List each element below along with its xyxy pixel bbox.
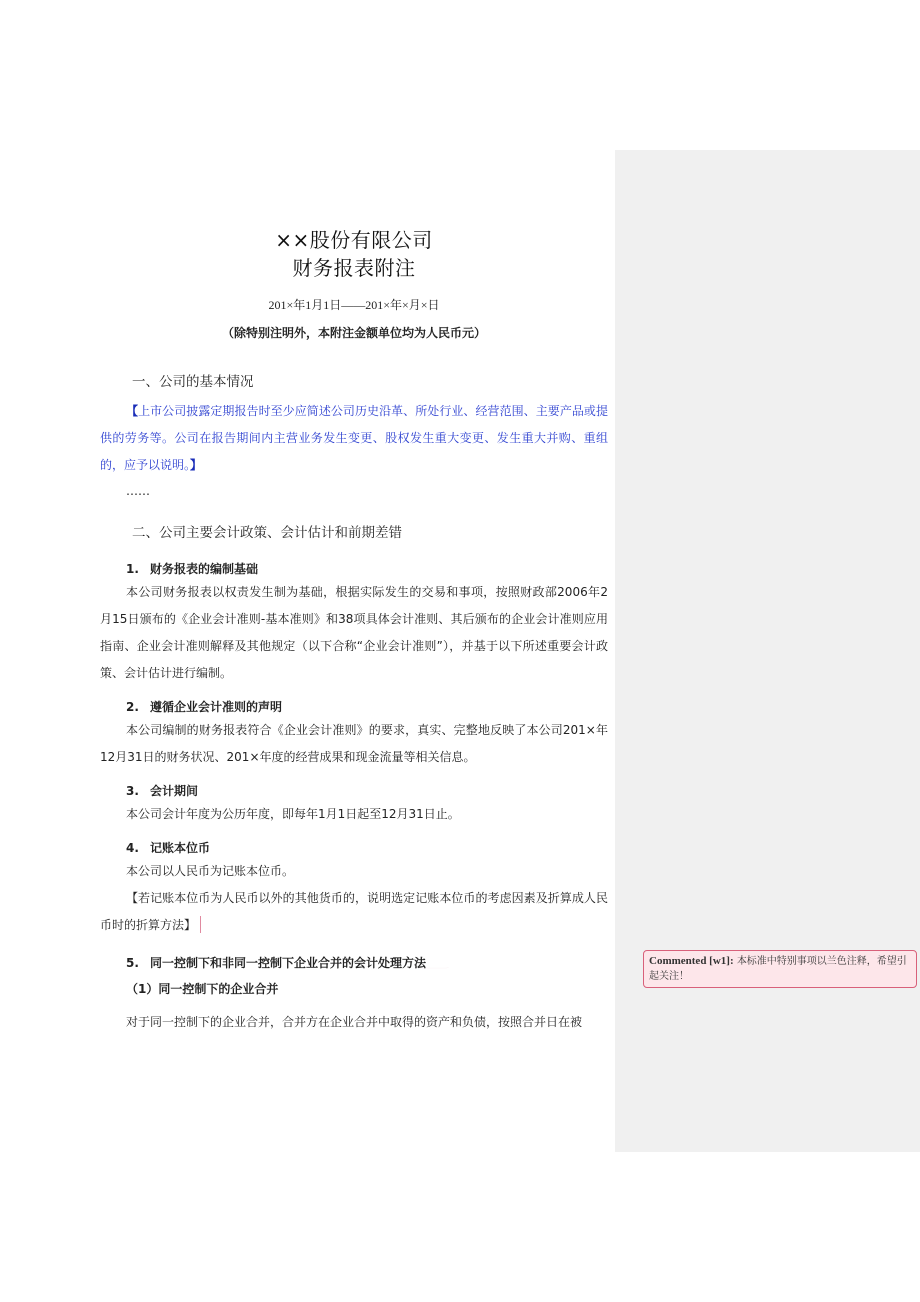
comment-anchor-marker[interactable] [200, 916, 201, 933]
item-4-text: 本公司以人民币为记账本位币。 [126, 864, 295, 878]
section-1-note-body: 上市公司披露定期报告时至少应简述公司历史沿革、所处行业、经营范围、主要产品或提供的劳务等。公司在报告期间内主营业务发生变更、股权发生重大变更、发生重大并购、重组的，应予以说明。 [100, 404, 608, 472]
item-4-title: 记账本位币 [150, 841, 211, 855]
item-1-heading [100, 559, 608, 579]
item-3-number: 3. [126, 784, 139, 798]
unit-note: （除特别注明外，本附注金额单位均为人民币元） [221, 326, 486, 340]
comment-connector-line [226, 968, 642, 969]
item-3-title: 会计期间 [150, 784, 199, 798]
ellipsis: …… [126, 484, 150, 498]
item-1-number: 1. [126, 562, 139, 576]
item-1-title: 财务报表的编制基础 [150, 562, 259, 576]
section-1-note [100, 398, 608, 479]
item-5-subheading: （1）同一控制下的企业合并 [126, 982, 279, 996]
item-3-text: 本公司会计年度为公历年度，即每年1月1日起至12月31日止。 [126, 807, 460, 821]
item-4-note [100, 885, 608, 939]
item-1-text: 本公司财务报表以权责发生制为基础，根据实际发生的交易和事项，按照财政部2006年2月15日颁布的《企业会计准则-基本准则》和38项具体会计准则、其后颁布的企业会计准则应用指南、企业会计准则解释及其他规定（以下合称“企业会计准则”），并基于以下所述重要会计政策、会计估计进行编制。 [100, 585, 608, 680]
item-3-heading [100, 781, 608, 801]
item-4-note-text: 【若记账本位币为人民币以外的其他货币的，说明选定记账本位币的考虑因素及折算成人民币时的折算方法】 [100, 891, 608, 932]
item-5-text: 对于同一控制下的企业合并，合并方在企业合并中取得的资产和负债，按照合并日在被 [126, 1015, 583, 1029]
item-5-number: 5. [126, 956, 139, 970]
note-open-bracket: 【 [126, 404, 139, 418]
item-4-number: 4. [126, 841, 139, 855]
company-title: ××股份有限公司 [275, 228, 433, 252]
item-5-heading [100, 953, 608, 973]
report-period: 201×年1月1日——201×年×月×日 [268, 298, 440, 312]
item-4-heading [100, 838, 608, 858]
report-title: 财务报表附注 [292, 256, 416, 280]
section-2-heading: 二、公司主要会计政策、会计估计和前期差错 [132, 525, 402, 541]
comment-balloon[interactable] [643, 950, 917, 988]
item-5-title: 同一控制下和非同一控制下企业合并的会计处理方法 [150, 956, 427, 970]
note-close-bracket: 】 [190, 458, 203, 472]
section-1-heading: 一、公司的基本情况 [132, 374, 254, 390]
document-page [100, 226, 608, 1036]
item-2-title: 遵循企业会计准则的声明 [150, 700, 283, 714]
comment-label: Commented [w1]: [649, 955, 734, 967]
comment-text: 本标准中特别事项以兰色注释，希望引起关注！ [649, 956, 907, 982]
comment-margin-pane [615, 150, 920, 1152]
item-2-number: 2. [126, 700, 139, 714]
item-2-heading [100, 697, 608, 717]
item-2-text: 本公司编制的财务报表符合《企业会计准则》的要求，真实、完整地反映了本公司201×年12月31日的财务状况、201×年度的经营成果和现金流量等相关信息。 [100, 723, 608, 764]
